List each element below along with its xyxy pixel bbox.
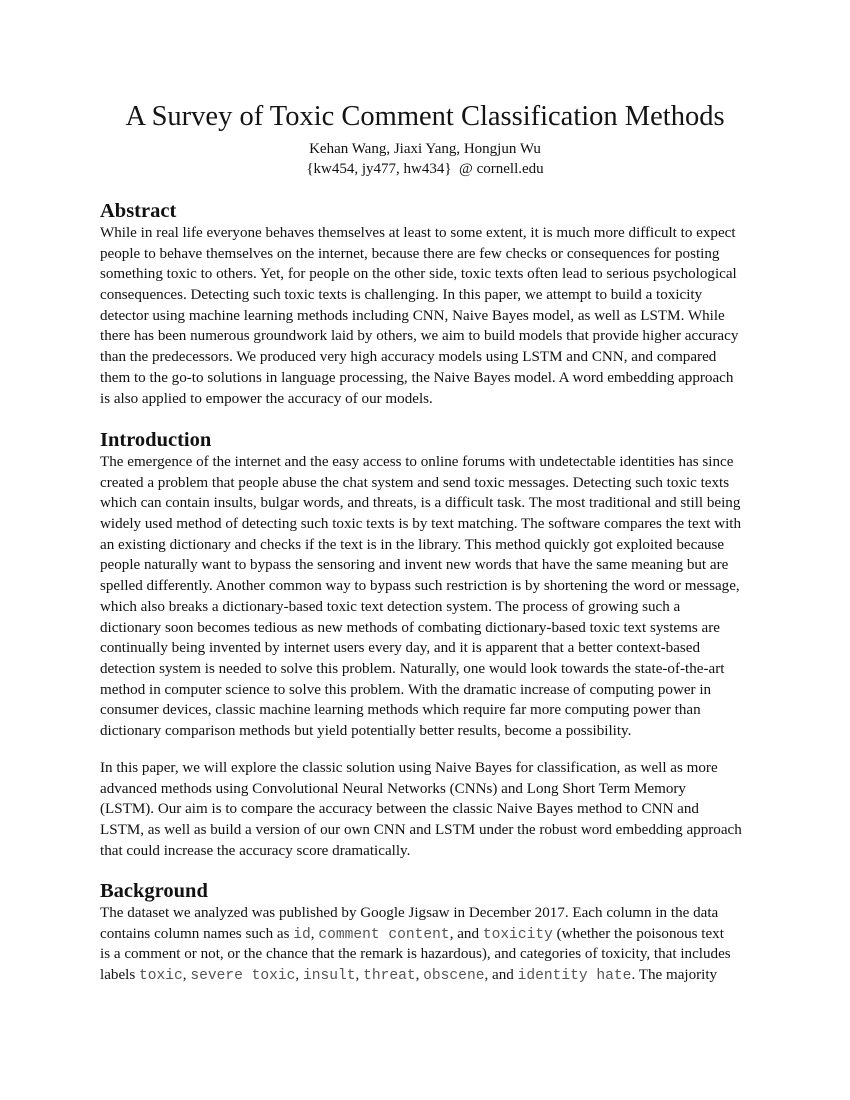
code-term-toxicity: toxicity xyxy=(482,926,553,943)
text-line: continually being invented by internet users every day, and it is apparent that a better context-based xyxy=(100,640,701,657)
text-line: consumer devices, classic machine learning methods which require far more computing power than xyxy=(100,702,701,719)
text-line: While in real life everyone behaves themselves at least to some extent, it is much more difficult to expect xyxy=(100,225,736,241)
text-line: people to behave themselves on the internet, because there are few checks or consequences for posting xyxy=(100,245,720,262)
text-line: The emergence of the internet and the easy access to online forums with undetectable identities has since xyxy=(100,454,734,470)
text-line: The dataset we analyzed was published by Google Jigsaw in December 2017. Each column in the data xyxy=(100,905,719,921)
text-line: dictionary comparison methods but yield potentially better results, become a possibility. xyxy=(100,722,632,739)
code-label-insult: insult xyxy=(302,968,356,985)
background-body xyxy=(100,903,770,986)
text-run: , xyxy=(415,967,424,984)
introduction-paragraph-1 xyxy=(100,452,770,742)
text-run: , and xyxy=(449,925,483,942)
text-line: an existing dictionary and checks if the text is in the library. This method quickly got exploited because xyxy=(100,536,725,553)
code-term-id: id xyxy=(293,926,311,943)
text-run: , xyxy=(182,967,191,984)
text-line: which can contain insults, bulgar words, and threats, is a difficult task. The most traditional and still being xyxy=(100,495,741,512)
introduction-heading: Introduction xyxy=(100,429,212,451)
code-label-threat: threat xyxy=(363,968,416,985)
text-line: In this paper, we will explore the classic solution using Naive Bayes for classification, as well as more xyxy=(100,760,718,776)
text-line: people naturally want to bypass the sensoring and invent new words that have the same meaning but are xyxy=(100,557,729,574)
text-run: contains column names such as xyxy=(100,925,294,942)
text-line: LSTM, as well as build a version of our own CNN and LSTM under the robust word embedding approach xyxy=(100,822,742,839)
text-line: there has been numerous groundwork laid by others, we aim to build models that provide higher accuracy xyxy=(100,328,739,345)
text-run: . The majority xyxy=(631,967,718,984)
text-run: , xyxy=(310,925,319,942)
code-label-toxic: toxic xyxy=(138,968,183,985)
text-line: which also breaks a dictionary-based toxic text detection system. The process of growing such a xyxy=(100,598,681,615)
text-line: (LSTM). Our aim is to compare the accuracy between the classic Naive Bayes method to CNN and xyxy=(100,801,699,818)
introduction-paragraph-2 xyxy=(100,758,770,861)
text-run: (whether the poisonous text xyxy=(552,925,724,942)
abstract-body xyxy=(100,223,770,409)
text-line: than the predecessors. We produced very high accuracy models using LSTM and CNN, and compared xyxy=(100,349,717,366)
text-line: them to the go-to solutions in language processing, the Naive Bayes model. A word embedding approach xyxy=(100,369,734,386)
text-line: advanced methods using Convolutional Neural Networks (CNNs) and Long Short Term Memory xyxy=(100,780,686,797)
text-line: spelled differently. Another common way to bypass such restriction is by shortening the word or message, xyxy=(100,578,740,595)
paper-authors: Kehan Wang, Jiaxi Yang, Hongjun Wu xyxy=(309,141,541,157)
text-run: , and xyxy=(484,967,518,984)
text-line: detection system is needed to solve this problem. Naturally, one would look towards the state-of-the-art xyxy=(100,660,725,677)
code-term-comment-content: comment content xyxy=(318,926,450,943)
text-line: widely used method of detecting such toxic texts is by text matching. The software compares the text with xyxy=(100,516,742,533)
text-line xyxy=(100,924,770,945)
text-line: consequences. Detecting such toxic texts is challenging. In this paper, we attempt to build a toxicity xyxy=(100,287,703,304)
text-line: is also applied to empower the accuracy of our models. xyxy=(100,390,433,407)
text-line xyxy=(100,965,770,986)
code-label-identity-hate: identity hate xyxy=(517,968,632,985)
code-label-obscene: obscene xyxy=(423,968,485,985)
text-line: that could increase the accuracy score dramatically. xyxy=(100,842,411,859)
abstract-heading: Abstract xyxy=(100,200,177,222)
background-heading: Background xyxy=(100,880,208,902)
text-line: something toxic to others. Yet, for people on the other side, toxic texts often lead to serious psychological xyxy=(100,266,737,283)
paper-title: A Survey of Toxic Comment Classification Methods xyxy=(125,101,725,132)
author-emails: {kw454, jy477, hw434} @ cornell.edu xyxy=(306,161,544,177)
text-line: created a problem that people abuse the chat system and send toxic messages. Detecting such toxic texts xyxy=(100,474,730,491)
text-line: detector using machine learning methods including CNN, Naive Bayes model, as well as LSTM. While xyxy=(100,307,725,324)
code-label-severe-toxic: severe toxic xyxy=(190,968,296,985)
text-line: method in computer science to solve this problem. With the dramatic increase of computing power in xyxy=(100,681,712,698)
text-line: dictionary soon becomes tedious as new methods of combating dictionary-based toxic text systems are xyxy=(100,619,720,636)
text-line: is a comment or not, or the chance that the remark is hazardous), and categories of toxicity, that includes xyxy=(100,946,731,963)
text-run: , xyxy=(355,967,364,984)
text-run: , xyxy=(295,967,303,984)
text-run: labels xyxy=(100,967,139,984)
